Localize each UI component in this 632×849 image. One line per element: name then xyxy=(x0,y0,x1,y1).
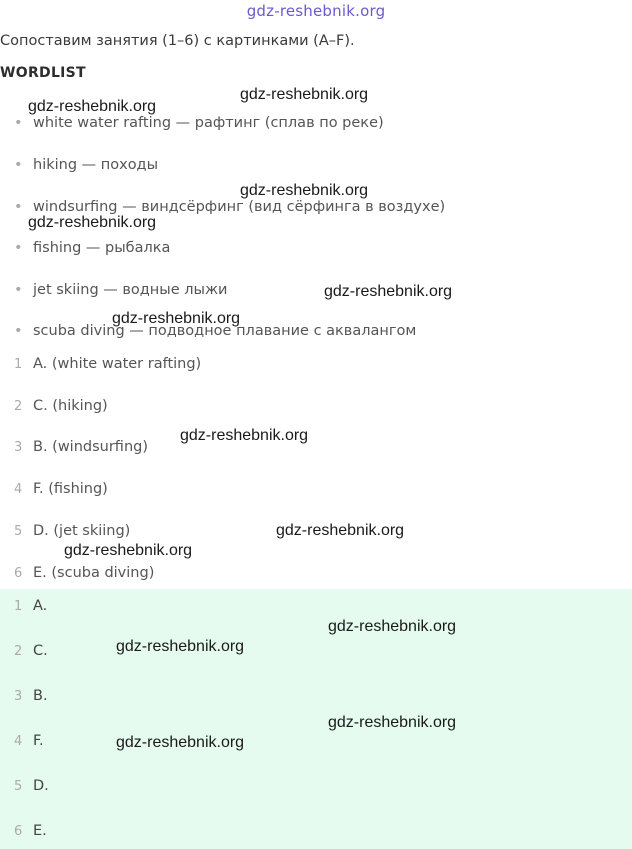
wordlist-item: • hiking — походы xyxy=(14,157,159,173)
answer-row: 4 F. (fishing) xyxy=(14,481,108,497)
final-answer-row: 4 F. xyxy=(14,733,44,749)
answer-row: 3 B. (windsurfing) xyxy=(14,439,148,455)
final-answer-row: 3 B. xyxy=(14,688,48,704)
watermark: gdz-reshebnik.org xyxy=(324,283,453,300)
task-intro: Сопоставим занятия (1–6) с картинками (A–F). xyxy=(0,33,355,49)
watermark: gdz-reshebnik.org xyxy=(180,427,309,444)
watermark: gdz-reshebnik.org xyxy=(240,182,369,199)
final-answer-panel xyxy=(0,589,632,849)
answer-row: 1 A. (white water rafting) xyxy=(14,356,202,372)
answer-row: 6 E. (scuba diving) xyxy=(14,565,155,581)
wordlist-item: • jet skiing — водные лыжи xyxy=(14,282,228,298)
bullet-icon: • xyxy=(14,323,23,339)
answer-row: 5 D. (jet skiing) xyxy=(14,523,131,539)
final-answer-row: 1 A. xyxy=(14,598,48,614)
watermark: gdz-reshebnik.org xyxy=(116,734,245,751)
site-header-watermark: gdz-reshebnik.org xyxy=(246,2,386,20)
wordlist-item: • scuba diving — подводное плавание с аквалангом xyxy=(14,323,417,339)
bullet-icon: • xyxy=(14,199,23,215)
final-answer-row: 2 C. xyxy=(14,643,48,659)
watermark: gdz-reshebnik.org xyxy=(116,638,245,655)
watermark: gdz-reshebnik.org xyxy=(28,98,157,115)
watermark: gdz-reshebnik.org xyxy=(276,522,405,539)
final-answer-row: 5 D. xyxy=(14,778,49,794)
bullet-icon: • xyxy=(14,115,23,131)
watermark: gdz-reshebnik.org xyxy=(328,618,457,635)
wordlist-item: • windsurfing — виндсёрфинг (вид сёрфинга в воздухе) xyxy=(14,199,446,215)
wordlist-item: • fishing — рыбалка xyxy=(14,240,171,256)
bullet-icon: • xyxy=(14,240,23,256)
wordlist-item: • white water rafting — рафтинг (сплав по реке) xyxy=(14,115,384,131)
final-answer-row: 6 E. xyxy=(14,823,47,839)
wordlist-title: WORDLIST xyxy=(0,65,86,81)
watermark: gdz-reshebnik.org xyxy=(64,542,193,559)
watermark: gdz-reshebnik.org xyxy=(240,86,369,103)
watermark: gdz-reshebnik.org xyxy=(28,214,157,231)
bullet-icon: • xyxy=(14,282,23,298)
watermark: gdz-reshebnik.org xyxy=(328,714,457,731)
bullet-icon: • xyxy=(14,157,23,173)
answer-row: 2 C. (hiking) xyxy=(14,398,108,414)
watermark: gdz-reshebnik.org xyxy=(112,310,241,327)
